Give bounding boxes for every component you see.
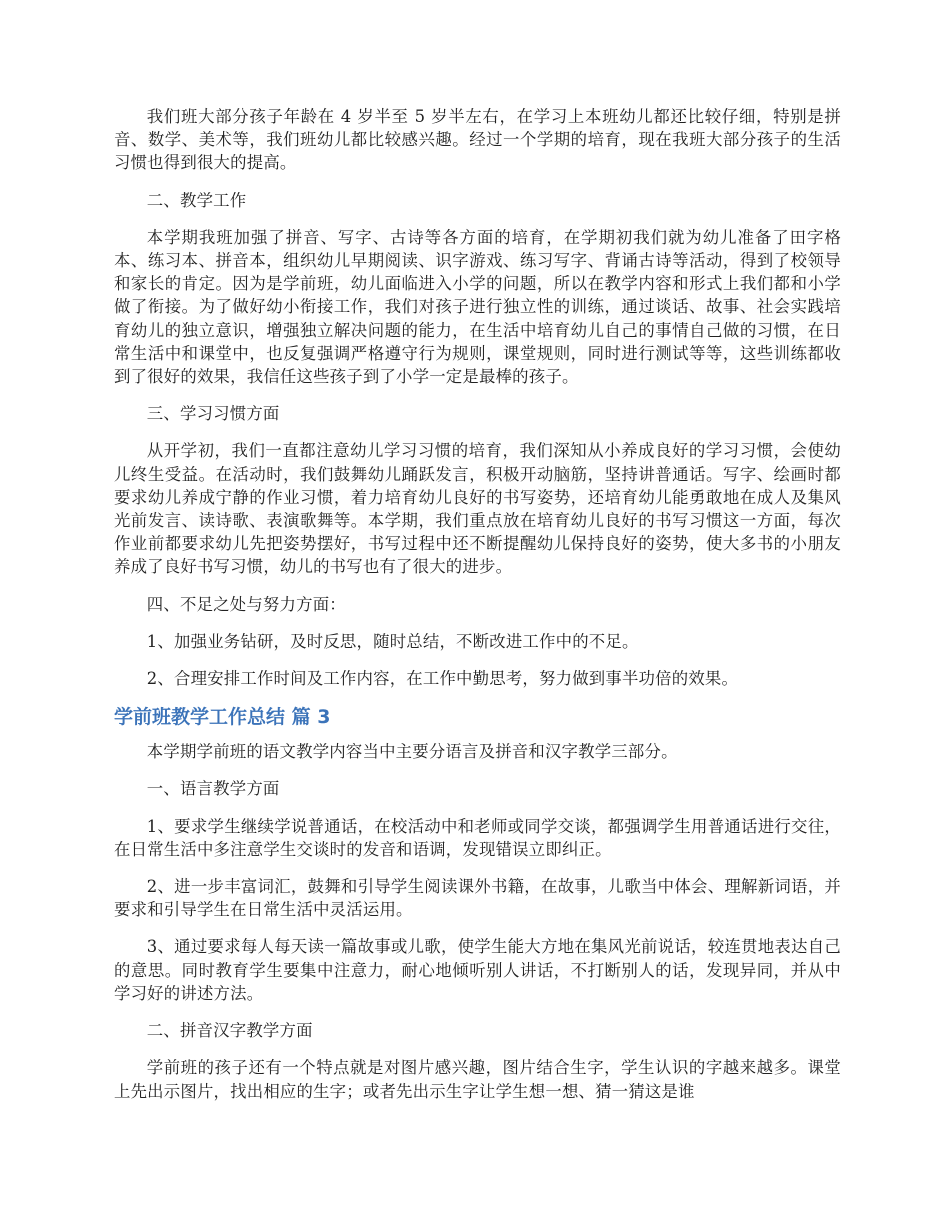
section-heading-pinyin: 二、拼音汉字教学方面 bbox=[146, 1021, 313, 1041]
paragraph-study-habits: 从开学初，我们一直都注意幼儿学习习惯的培育，我们深知从小养成良好的学习习惯，会使幼儿终生受益。在活动时，我们鼓舞幼儿踊跃发言，积极开动脑筋，坚持讲普通话。写字、绘画时都要求幼儿养成宁静的作业习惯，着力培育幼儿良好的书写姿势，还培育幼儿能勇敢地在成人及集风光前发言、读诗歌、表演歌舞等。本学期，我们重点放在培育幼儿良好的书写习惯这一方面，每次作业前都要求幼儿先把姿势摆好，书写过程中还不断提醒幼儿保持良好的姿势，使大多书的小朋友养成了良好书写习惯，幼儿的书写也有了很大的进步。 bbox=[114, 441, 841, 577]
list-item-2: 2、合理安排工作时间及工作内容，在工作中勤思考，努力做到事半功倍的效果。 bbox=[146, 669, 739, 689]
article-heading: 学前班教学工作总结 篇 3 bbox=[114, 706, 331, 729]
paragraph-pinyin: 学前班的孩子还有一个特点就是对图片感兴趣，图片结合生字，学生认识的字越来越多。课堂上先出示图片，找出相应的生字；或者先出示生字让学生想一想、猜一猜这是谁 bbox=[114, 1058, 841, 1101]
document-page bbox=[114, 105, 841, 1117]
paragraph-intro: 本学期学前班的语文教学内容当中主要分语言及拼音和汉字教学三部分。 bbox=[146, 742, 678, 762]
section-heading-shortcomings: 四、不足之处与努力方面： bbox=[146, 594, 346, 614]
section-heading-study-habits: 三、学习习惯方面 bbox=[146, 404, 280, 424]
list-item-language-2: 2、进一步丰富词汇，鼓舞和引导学生阅读课外书籍，在故事，儿歌当中体会、理解新词语，并要求和引导学生在日常生活中灵活运用。 bbox=[114, 877, 841, 920]
paragraph-class-overview: 我们班大部分孩子年龄在 4 岁半至 5 岁半左右，在学习上本班幼儿都还比较仔细，特别是拼音、数学、美术等，我们班幼儿都比较感兴趣。经过一个学期的培育，现在我班大部分孩子的生活习惯也得到很大的提高。 bbox=[114, 107, 841, 173]
list-item-1: 1、加强业务钻研，及时反思，随时总结，不断改进工作中的不足。 bbox=[146, 631, 639, 651]
paragraph-teaching-work: 本学期我班加强了拼音、写字、古诗等各方面的培育，在学期初我们就为幼儿准备了田字格本、练习本、拼音本，组织幼儿早期阅读、识字游戏、练习写字、背诵古诗等活动，得到了校领导和家长的肯定。因为是学前班，幼儿面临进入小学的问题，所以在教学内容和形式上我们都和小学做了衔接。为了做好幼小衔接工作，我们对孩子进行独立性的训练，通过谈话、故事、社会实践培育幼儿的独立意识，增强独立解决问题的能力，在生活中培育幼儿自己的事情自己做的习惯，在日常生活中和课堂中，也反复强调严格遵守行为规则，课堂规则，同时进行测试等等，这些训练都收到了很好的效果，我信任这些孩子到了小学一定是最棒的孩子。 bbox=[114, 227, 841, 387]
list-item-language-1: 1、要求学生继续学说普通话，在校活动中和老师或同学交谈，都强调学生用普通话进行交往，在日常生活中多注意学生交谈时的发音和语调，发现错误立即纠正。 bbox=[114, 816, 841, 859]
list-item-language-3: 3、通过要求每人每天读一篇故事或儿歌，使学生能大方地在集风光前说话，较连贯地表达自己的意思。同时教育学生要集中注意力，耐心地倾听别人讲话，不打断别人的话，发现异同，并从中学习好的讲述方法。 bbox=[114, 937, 841, 1003]
section-heading-language: 一、语言教学方面 bbox=[146, 779, 280, 799]
section-heading-teaching-work: 二、教学工作 bbox=[146, 190, 247, 210]
